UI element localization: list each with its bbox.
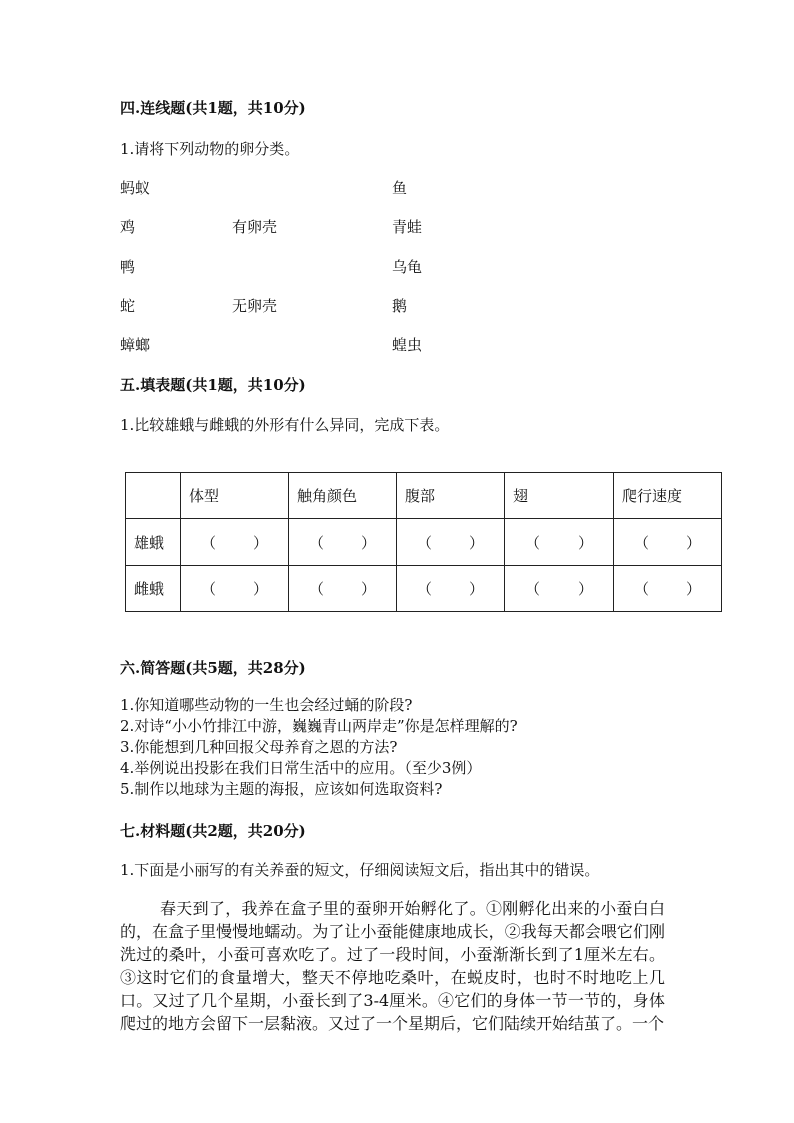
list-item: 4.举例说出投影在我们日常生活中的应用。（至少3例） (120, 759, 482, 777)
paren-open: （ (525, 533, 541, 552)
match-right-item: 鱼 (392, 179, 408, 197)
table-header-cell: 爬行速度 (614, 473, 722, 519)
match-left-item: 蛇 (120, 297, 136, 315)
short-answer-list (120, 695, 518, 800)
table-header-cell: 翅 (505, 473, 614, 519)
answer-blank[interactable] (397, 519, 505, 566)
paren-open: （ (309, 580, 325, 598)
match-right-item: 蝗虫 (392, 336, 423, 354)
section-4-question: 1.请将下列动物的卵分类。 (120, 140, 300, 158)
paren-open: （ (417, 533, 433, 552)
paren-close: ） (360, 533, 376, 552)
list-item: 2.对诗“小小竹排江中游，巍巍青山两岸走”你是怎样理解的? (120, 717, 518, 735)
table-row (126, 566, 722, 612)
answer-blank[interactable] (505, 519, 614, 566)
section-7-question: 1.下面是小丽写的有关养蚕的短文，仔细阅读短文后，指出其中的错误。 (120, 861, 600, 879)
paren-open: （ (525, 580, 541, 598)
match-right-item: 乌龟 (392, 258, 423, 276)
section-7-heading: 七.材料题(共2题，共20分) (120, 822, 306, 840)
table-row-label: 雄蛾 (126, 519, 181, 566)
paren-close: ） (468, 533, 484, 552)
table-header-cell (126, 473, 181, 519)
list-item: 3.你能想到几种回报父母养育之恩的方法? (120, 738, 398, 756)
answer-blank[interactable] (289, 519, 397, 566)
answer-blank[interactable] (614, 519, 722, 566)
section-5-heading: 五.填表题(共1题，共10分) (120, 376, 306, 394)
answer-blank[interactable] (505, 566, 614, 612)
match-left-item: 鸡 (120, 218, 136, 236)
paren-open: （ (201, 533, 217, 552)
paren-close: ） (577, 533, 593, 552)
match-right-item: 鹅 (392, 297, 408, 315)
match-left-item: 蟑螂 (120, 336, 151, 354)
paren-close: ） (468, 580, 484, 598)
paren-open: （ (417, 580, 433, 598)
section-4-heading: 四.连线题(共1题，共10分) (120, 99, 306, 117)
answer-blank[interactable] (614, 566, 722, 612)
paren-close: ） (360, 580, 376, 598)
match-middle-item: 有卵壳 (232, 218, 278, 236)
comparison-table (125, 472, 722, 612)
match-middle-item: 无卵壳 (232, 297, 278, 315)
paren-open: （ (201, 580, 217, 598)
paren-open: （ (309, 533, 325, 552)
table-row-label: 雌蛾 (126, 566, 181, 612)
paren-close: ） (685, 580, 701, 598)
paren-close: ） (252, 580, 268, 598)
paren-open: （ (634, 533, 650, 552)
paren-open: （ (634, 580, 650, 598)
answer-blank[interactable] (289, 566, 397, 612)
section-5-question: 1.比较雄蛾与雌蛾的外形有什么异同，完成下表。 (120, 416, 450, 434)
table-header-cell: 腹部 (397, 473, 505, 519)
match-right-item: 青蛙 (392, 218, 423, 236)
section-6-heading: 六.简答题(共5题，共28分) (120, 659, 306, 677)
table-header-cell: 触角颜色 (289, 473, 397, 519)
table-row (126, 519, 722, 566)
list-item: 1.你知道哪些动物的一生也会经过蛹的阶段? (120, 696, 413, 714)
match-left-item: 鸭 (120, 258, 136, 276)
paren-close: ） (252, 533, 268, 552)
answer-blank[interactable] (181, 519, 289, 566)
paren-close: ） (577, 580, 593, 598)
match-left-item: 蚂蚁 (120, 179, 151, 197)
material-passage: 春天到了，我养在盒子里的蚕卵开始孵化了。①刚孵化出来的小蚕白白的，在盒子里慢慢地蠕动。为了让小蚕能健康地成长，②我每天都会喂它们刚洗过的桑叶，小蚕可喜欢吃了。过了一段时间，小蚕渐渐长到了1厘米左右。③这时它们的食量增大，整天不停地吃桑叶，在蜕皮时，也时不时地吃上几口。又过了几个星期，小蚕长到了3-4厘米。④它们的身体一节一节的，身体爬过的地方会留下一层黏液。又过了一个星期后，它们陆续开始结茧了。一个 (120, 899, 665, 1033)
list-item: 5.制作以地球为主题的海报，应该如何选取资料? (120, 780, 443, 798)
paren-close: ） (685, 533, 701, 552)
answer-blank[interactable] (181, 566, 289, 612)
table-header-cell: 体型 (181, 473, 289, 519)
table-header-row (126, 473, 722, 519)
answer-blank[interactable] (397, 566, 505, 612)
